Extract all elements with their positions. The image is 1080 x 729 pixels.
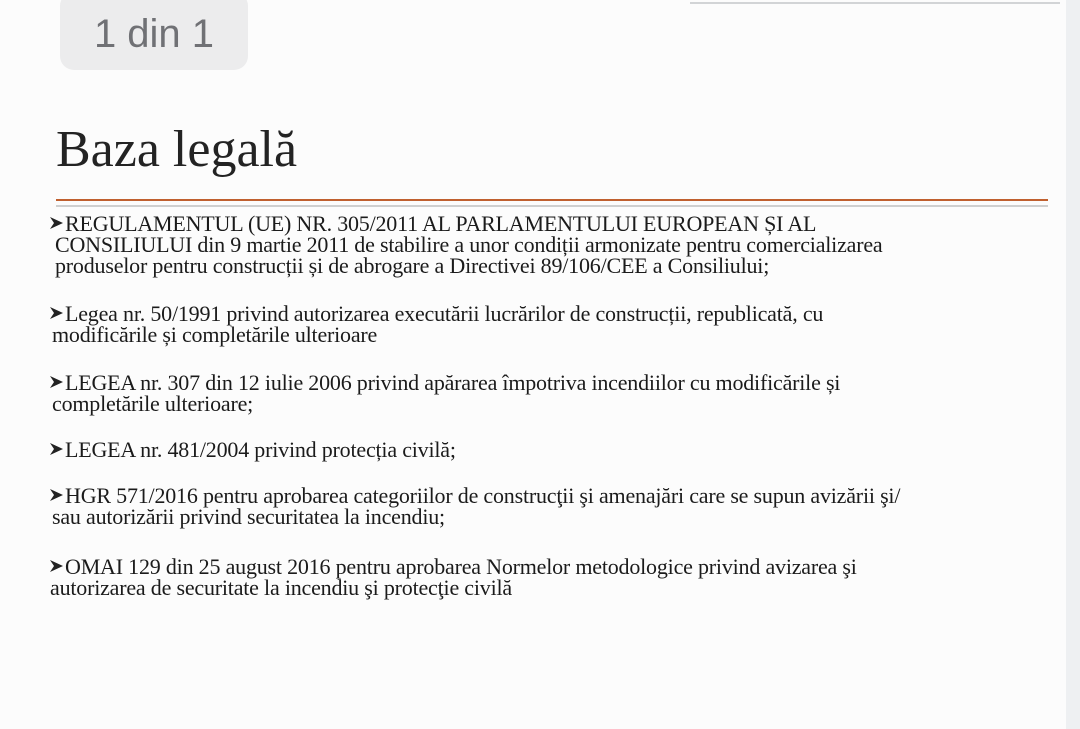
item-line: CONSILIULUI din 9 martie 2011 de stabilire a unor condiții armonizate pentru comercializarea <box>55 232 883 257</box>
viewer-edge <box>1066 0 1080 729</box>
item-text: REGULAMENTUL (UE) NR. 305/2011 AL PARLAMENTULUI EUROPEAN ȘI AL <box>65 211 817 236</box>
item-line: modificările și completările ulterioare <box>52 322 378 347</box>
legal-basis-item <box>50 485 900 527</box>
arrow-bullet-icon <box>50 216 64 230</box>
top-divider <box>690 2 1060 4</box>
item-line <box>50 485 900 506</box>
legal-basis-item <box>50 372 840 414</box>
item-line <box>50 303 823 324</box>
title-underline-shadow <box>56 205 1048 207</box>
arrow-bullet-icon <box>50 442 64 456</box>
item-line: completările ulterioare; <box>52 391 254 416</box>
item-line <box>50 439 456 460</box>
legal-basis-item <box>50 556 857 598</box>
item-line <box>50 213 882 234</box>
item-text: LEGEA nr. 481/2004 privind protecția civilă; <box>65 437 456 462</box>
arrow-bullet-icon <box>50 559 64 573</box>
item-line <box>50 556 857 577</box>
legal-basis-item <box>50 213 882 276</box>
arrow-bullet-icon <box>50 488 64 502</box>
item-line: autorizarea de securitate la incendiu şi protecţie civilă <box>50 575 512 600</box>
arrow-bullet-icon <box>50 375 64 389</box>
item-text: OMAI 129 din 25 august 2016 pentru aprobarea Normelor metodologice privind avizarea şi <box>65 554 857 579</box>
item-text: HGR 571/2016 pentru aprobarea categoriilor de construcţii şi amenajări care se supun avizării şi/ <box>65 483 901 508</box>
item-line: produselor pentru construcții și de abrogare a Directivei 89/106/CEE a Consiliului; <box>55 253 770 278</box>
page-title: Baza legală <box>56 121 298 178</box>
item-text: Legea nr. 50/1991 privind autorizarea executării lucrărilor de construcții, republicată, cu <box>65 301 824 326</box>
legal-basis-item <box>50 439 456 460</box>
page-counter: 1 din 1 <box>60 0 248 70</box>
title-underline <box>56 199 1048 201</box>
arrow-bullet-icon <box>50 306 64 320</box>
legal-basis-item <box>50 303 823 345</box>
item-text: LEGEA nr. 307 din 12 iulie 2006 privind apărarea împotriva incendiilor cu modificările și <box>65 370 841 395</box>
item-line <box>50 372 840 393</box>
item-line: sau autorizării privind securitatea la incendiu; <box>52 504 445 529</box>
